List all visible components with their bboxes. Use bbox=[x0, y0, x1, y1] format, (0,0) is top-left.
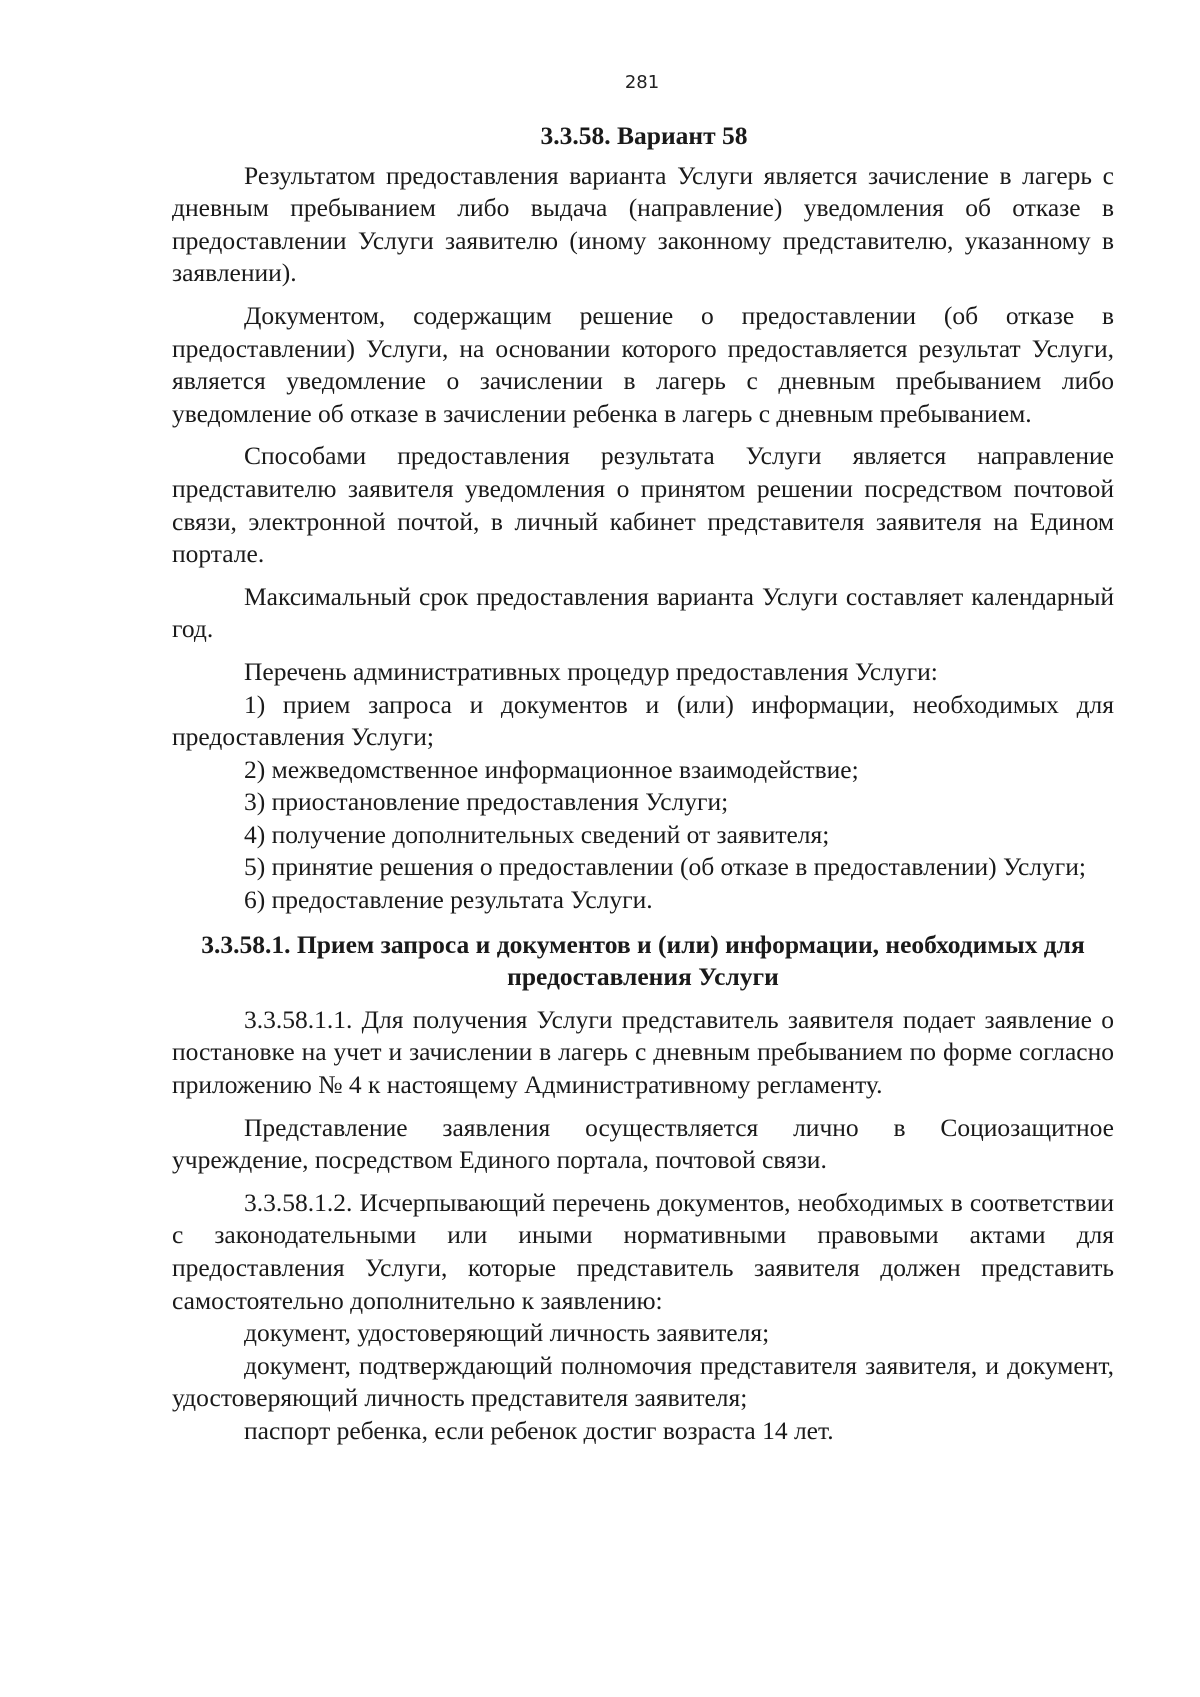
documents-intro: 3.3.58.1.2. Исчерпывающий перечень документов, необходимых в соответствии с законодательными или иными нормативными правовыми актами для предоставления Услуги, которые представитель заявителя должен представить самостоятельно дополнительно к заявлению: bbox=[172, 1187, 1114, 1315]
procedure-item: 6) предоставление результата Услуги. bbox=[244, 885, 653, 915]
paragraph-delivery-methods: Способами предоставления результата Услуги является направление представителю заявителя уведомления о принятом решении посредством почтовой связи, электронной почтой, в личный кабинет представителя заявителя на Едином портале. bbox=[172, 441, 1114, 569]
procedures-intro: Перечень административных процедур предоставления Услуги: bbox=[244, 656, 938, 686]
page-content bbox=[172, 120, 1114, 1448]
procedure-item: 4) получение дополнительных сведений от заявителя; bbox=[244, 819, 830, 849]
paragraph-application: 3.3.58.1.1. Для получения Услуги представитель заявителя подает заявление о постановке на учет и зачислении в лагерь с дневным пребыванием по форме согласно приложению № 4 к настоящему Административному регламенту. bbox=[172, 1004, 1114, 1100]
document-item: документ, удостоверяющий личность заявителя; bbox=[244, 1318, 770, 1348]
procedure-item: 3) приостановление предоставления Услуги; bbox=[244, 787, 729, 817]
paragraph-submission: Представление заявления осуществляется лично в Социозащитное учреждение, посредством Единого портала, почтовой связи. bbox=[172, 1112, 1114, 1175]
paragraph-result: Результатом предоставления варианта Услуги является зачисление в лагерь с дневным пребыванием либо выдача (направление) уведомления об отказе в предоставлении Услуги заявителю (иному законному представителю, указанному в заявлении). bbox=[172, 160, 1114, 288]
procedure-item: 2) межведомственное информационное взаимодействие; bbox=[244, 754, 859, 784]
procedure-item: 1) прием запроса и документов и (или) информации, необходимых для предоставления Услуги; bbox=[172, 689, 1114, 752]
section-title: 3.3.58. Вариант 58 bbox=[540, 121, 748, 150]
procedure-item: 5) принятие решения о предоставлении (об отказе в предоставлении) Услуги; bbox=[244, 852, 1086, 882]
page-number: 281 bbox=[624, 72, 660, 93]
paragraph-max-term: Максимальный срок предоставления варианта Услуги составляет календарный год. bbox=[172, 581, 1114, 644]
subsection-title: 3.3.58.1. Прием запроса и документов и (или) информации, необходимых для предоставления Услуги bbox=[201, 929, 1085, 992]
document-item: документ, подтверждающий полномочия представителя заявителя, и документ, удостоверяющий личность представителя заявителя; bbox=[172, 1350, 1114, 1413]
paragraph-decision-document: Документом, содержащим решение о предоставлении (об отказе в предоставлении) Услуги, на основании которого предоставляется результат Услуги, является уведомление о зачислении в лагерь с дневным пребыванием либо уведомление об отказе в зачислении ребенка в лагерь с дневным пребыванием. bbox=[172, 300, 1114, 428]
document-item: паспорт ребенка, если ребенок достиг возраста 14 лет. bbox=[244, 1415, 834, 1445]
